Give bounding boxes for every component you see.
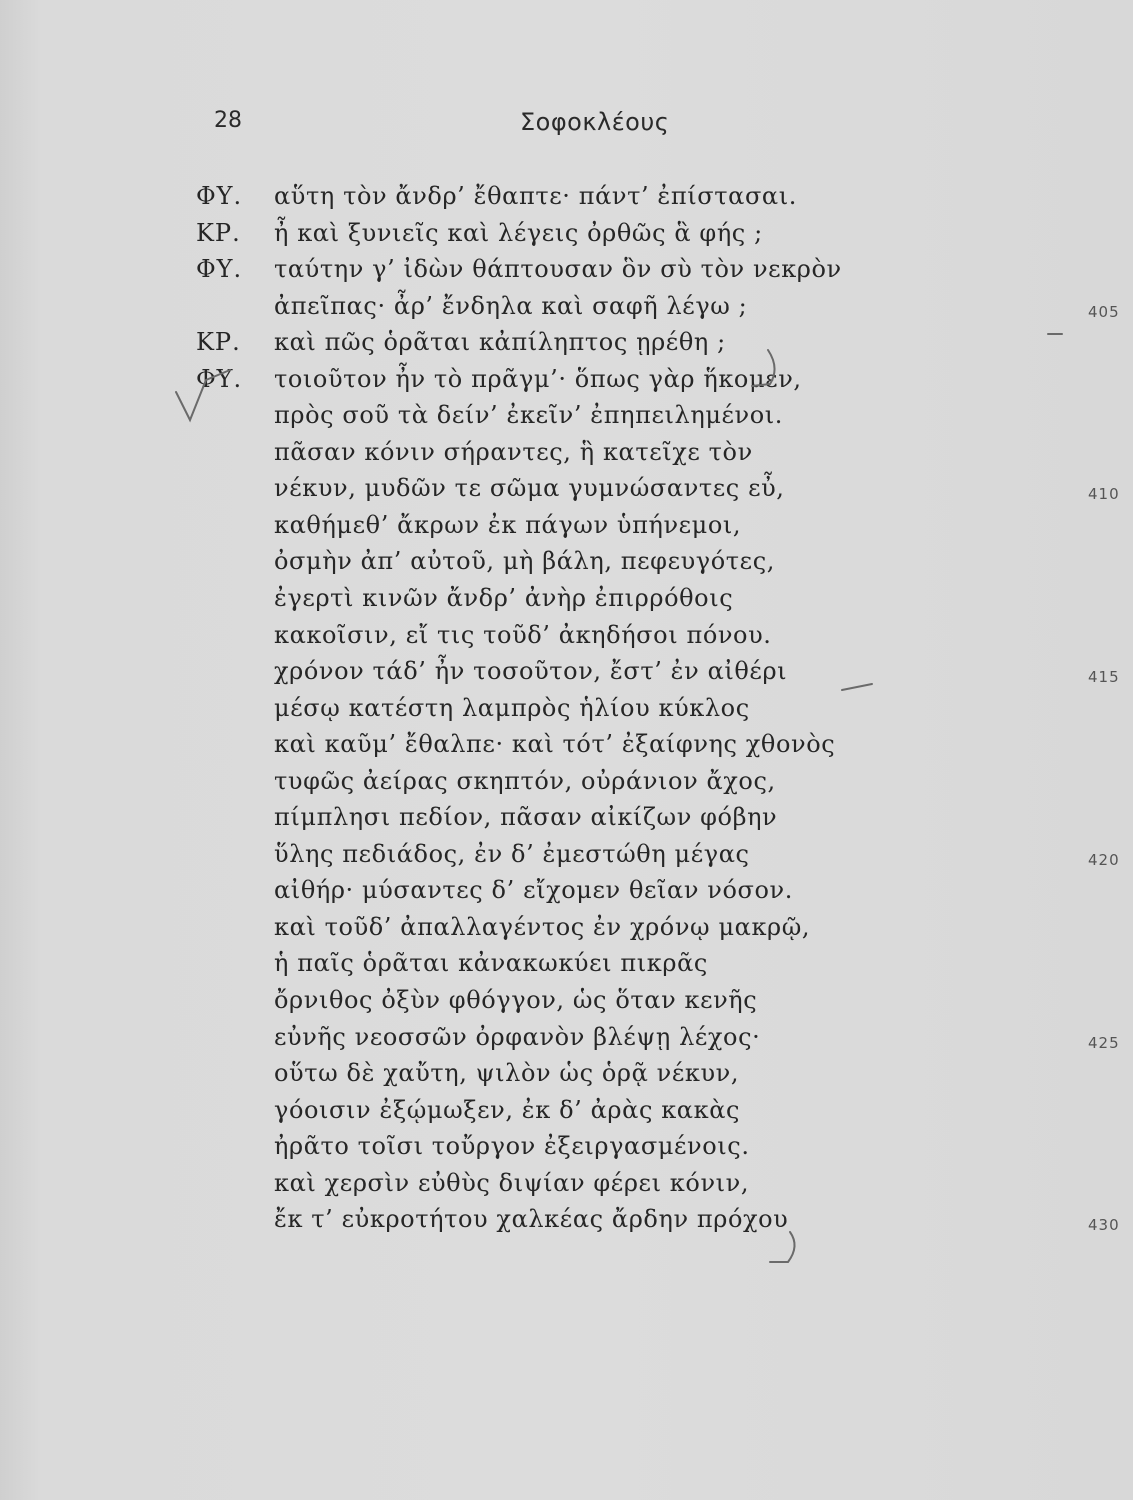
verse-text: καὶ πῶς ὁρᾶται κἀπίληπτος ῃρέθη ; <box>274 328 726 357</box>
verse-line <box>0 1128 1133 1165</box>
verse-text: χρόνον τάδ’ ἦν τοσοῦτον, ἔστ’ ἐν αἰθέρι <box>274 657 788 686</box>
verse-line <box>0 397 1133 434</box>
verse-line <box>0 836 1133 873</box>
verse-text: ἠρᾶτο τοῖσι τοὔργον ἐξειργασμένοις. <box>274 1132 750 1161</box>
verse-lines <box>0 178 1133 1238</box>
verse-line <box>0 507 1133 544</box>
verse-text: κακοῖσιν, εἴ τις τοῦδ’ ἀκηδήσοι πόνου. <box>274 620 772 649</box>
verse-text: ἀπεῖπας· ἆρ’ ἔνδηλα καὶ σαφῆ λέγω ; <box>274 291 748 320</box>
verse-text: μέσῳ κατέστη λαμπρὸς ἡλίου κύκλος <box>274 693 750 722</box>
page-number: 28 <box>214 108 242 133</box>
line-number: 425 <box>1088 1033 1120 1052</box>
verse-line <box>0 690 1133 727</box>
verse-text: καθήμεθ’ ἄκρων ἐκ πάγων ὑπήνεμοι, <box>274 510 742 539</box>
line-number: 405 <box>1088 302 1120 321</box>
running-head: Σοφοκλέους <box>520 108 670 136</box>
line-number: 415 <box>1088 668 1120 687</box>
verse-text: πᾶσαν κόνιν σήραντες, ἣ κατεῖχε τὸν <box>274 437 753 466</box>
line-number: 430 <box>1088 1216 1120 1235</box>
speaker-label: ΦΥ. <box>196 255 243 284</box>
verse-text: ἦ καὶ ξυνιεῖς καὶ λέγεις ὀρθῶς ἃ φής ; <box>274 218 763 247</box>
verse-text: πρὸς σοῦ τὰ δείν’ ἐκεῖν’ ἐπηπειλημένοι. <box>274 401 784 430</box>
verse-text: τυφῶς ἀείρας σκηπτόν, οὐράνιον ἄχος, <box>274 766 776 795</box>
verse-line <box>0 1201 1133 1238</box>
verse-line <box>0 361 1133 398</box>
verse-line <box>0 434 1133 471</box>
line-number: 420 <box>1088 850 1120 869</box>
line-number: 410 <box>1088 485 1120 504</box>
verse-text: ἔκ τ’ εὐκροτήτου χαλκέας ἄρδην πρόχου <box>274 1205 789 1234</box>
verse-line <box>0 982 1133 1019</box>
verse-text: ὕλης πεδιάδος, ἐν δ’ ἐμεστώθη μέγας <box>274 839 750 868</box>
verse-line <box>0 1055 1133 1092</box>
verse-line <box>0 215 1133 252</box>
verse-text: ἐγερτὶ κινῶν ἄνδρ’ ἀνὴρ ἐπιρρόθοις <box>274 584 734 613</box>
speaker-label: ΦΥ. <box>196 182 243 210</box>
verse-text: γόοισιν ἐξῴμωξεν, ἐκ δ’ ἀρὰς κακὰς <box>274 1095 741 1124</box>
verse-line <box>0 251 1133 288</box>
verse-line <box>0 324 1133 361</box>
verse-text: νέκυν, μυδῶν τε σῶμα γυμνώσαντες εὖ, <box>274 474 785 503</box>
verse-line <box>0 580 1133 617</box>
verse-line <box>0 799 1133 836</box>
verse-text: καὶ τοῦδ’ ἀπαλλαγέντος ἐν χρόνῳ μακρῷ, <box>274 912 811 941</box>
verse-line <box>0 470 1133 507</box>
verse-text: ὄρνιθος ὀξὺν φθόγγον, ὡς ὅταν κενῆς <box>274 986 758 1015</box>
speaker-label: ΦΥ. <box>196 364 243 393</box>
verse-line <box>0 909 1133 946</box>
verse-text: καὶ χερσὶν εὐθὺς διψίαν φέρει κόνιν, <box>274 1168 750 1197</box>
verse-line <box>0 178 1133 215</box>
verse-text: ἡ παῖς ὁρᾶται κἀνακωκύει πικρᾶς <box>274 949 708 978</box>
verse-text: οὕτω δὲ χαὔτη, ψιλὸν ὡς ὁρᾷ νέκυν, <box>274 1059 740 1088</box>
verse-line <box>0 653 1133 690</box>
speaker-label: ΚΡ. <box>196 328 241 357</box>
verse-text: αὕτη τὸν ἄνδρ’ ἔθαπτε· πάντ’ ἐπίστασαι. <box>274 182 797 210</box>
verse-line <box>0 543 1133 580</box>
verse-line <box>0 288 1133 325</box>
verse-line <box>0 1092 1133 1129</box>
verse-line <box>0 1165 1133 1202</box>
verse-line <box>0 763 1133 800</box>
verse-text: τοιοῦτον ἦν τὸ πρᾶγμ’· ὅπως γὰρ ἥκομεν, <box>274 364 802 393</box>
speaker-label: ΚΡ. <box>196 218 241 247</box>
verse-line <box>0 945 1133 982</box>
verse-text: πίμπλησι πεδίον, πᾶσαν αἰκίζων φόβην <box>274 803 778 832</box>
verse-text: ὀσμὴν ἀπ’ αὐτοῦ, μὴ βάλη, πεφευγότες, <box>274 547 775 576</box>
verse-line <box>0 872 1133 909</box>
verse-text: αἰθήρ· μύσαντες δ’ εἴχομεν θεῖαν νόσον. <box>274 876 793 905</box>
verse-line <box>0 726 1133 763</box>
verse-line <box>0 1019 1133 1056</box>
verse-line <box>0 617 1133 654</box>
verse-text: εὐνῆς νεοσσῶν ὀρφανὸν βλέψῃ λέχος· <box>274 1022 761 1051</box>
verse-text: ταύτην γ’ ἰδὼν θάπτουσαν ὃν σὺ τὸν νεκρὸν <box>274 255 842 284</box>
verse-text: καὶ καῦμ’ ἔθαλπε· καὶ τότ’ ἐξαίφνης χθονὸς <box>274 730 836 759</box>
